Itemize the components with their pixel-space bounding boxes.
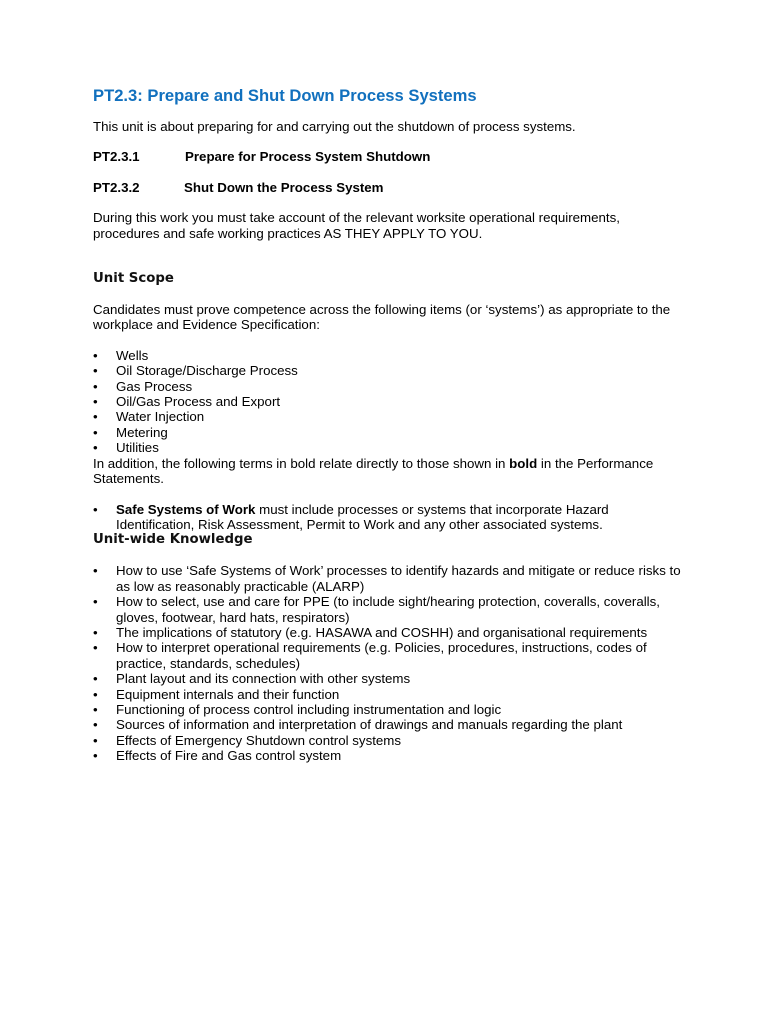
list-item: • Effects of Emergency Shutdown control systems xyxy=(93,732,402,748)
page-title: PT2.3: Prepare and Shut Down Process Systems xyxy=(93,86,477,105)
list-item: • Utilities xyxy=(93,440,159,456)
bullet-icon: • xyxy=(93,440,98,456)
sub-unit-label: Prepare for Process System Shutdown xyxy=(185,149,431,165)
list-item: • Plant layout and its connection with other systems xyxy=(93,671,411,687)
bullet-icon: • xyxy=(93,394,98,410)
sub-unit-code: PT2.3.1 xyxy=(93,149,140,165)
bullet-icon: • xyxy=(93,640,98,656)
list-item: • Functioning of process control including instrumentation and logic xyxy=(93,701,502,717)
list-item: • Gas Process xyxy=(93,378,193,394)
document-page xyxy=(93,86,683,764)
bullet-icon: • xyxy=(93,686,98,702)
bullet-icon: • xyxy=(93,732,98,748)
systems-list xyxy=(93,348,683,456)
bullet-icon: • xyxy=(93,594,98,610)
unit-scope-text: Candidates must prove competence across the following items (or ‘systems’) as appropriate to the workplace and Evidence Specification: xyxy=(93,302,671,333)
bullet-icon: • xyxy=(93,378,98,394)
knowledge-list xyxy=(93,563,683,763)
list-item: • Equipment internals and their function xyxy=(93,686,340,702)
bullet-icon: • xyxy=(93,363,98,379)
safe-systems-list xyxy=(93,502,683,533)
list-item: • The implications of statutory (e.g. HASAWA and COSHH) and organisational requirements xyxy=(93,624,648,640)
bullet-icon: • xyxy=(93,501,98,517)
list-item: • Oil Storage/Discharge Process xyxy=(93,363,298,379)
bullet-icon: • xyxy=(93,748,98,764)
bullet-icon: • xyxy=(93,347,98,363)
bullet-icon: • xyxy=(93,701,98,717)
list-item: • Safe Systems of Work must include processes or systems that incorporate Hazard Identification, Risk Assessment, Permit to Work and any other associated systems. xyxy=(93,501,609,532)
safe-systems-term: Safe Systems of Work xyxy=(116,501,256,517)
unit-intro: This unit is about preparing for and carrying out the shutdown of process systems. xyxy=(93,119,576,134)
list-item: • Water Injection xyxy=(93,409,205,425)
sub-unit-label: Shut Down the Process System xyxy=(184,179,384,195)
bold-terms-note: In addition, the following terms in bold relate directly to those shown in bold in the Performance Statements. xyxy=(93,455,654,487)
bullet-icon: • xyxy=(93,624,98,640)
bullet-icon: • xyxy=(93,717,98,733)
list-item: • How to use ‘Safe Systems of Work’ processes to identify hazards and mitigate or reduce risks to as low as reasonably practicable (ALARP) xyxy=(93,563,681,594)
sub-unit-1 xyxy=(93,149,683,164)
sub-unit-2 xyxy=(93,180,683,195)
unit-wide-knowledge-heading: Unit-wide Knowledge xyxy=(93,532,253,548)
list-item: • Sources of information and interpretation of drawings and manuals regarding the plant xyxy=(93,717,623,733)
list-item: • Metering xyxy=(93,424,168,440)
list-item: • Wells xyxy=(93,347,149,363)
bullet-icon: • xyxy=(93,671,98,687)
unit-scope-heading: Unit Scope xyxy=(93,271,174,287)
bullet-icon: • xyxy=(93,563,98,579)
bold-word: bold xyxy=(509,455,538,471)
bullet-icon: • xyxy=(93,409,98,425)
list-item: • Effects of Fire and Gas control system xyxy=(93,748,342,764)
list-item: • Oil/Gas Process and Export xyxy=(93,394,281,410)
worksite-requirements-text: During this work you must take account of the relevant worksite operational requirements, procedures and safe working practices AS THEY APPLY TO YOU. xyxy=(93,210,620,241)
list-item: • How to select, use and care for PPE (to include sight/hearing protection, coveralls, coveralls, gloves, footwear, hard hats, respirators) xyxy=(93,594,660,625)
bullet-icon: • xyxy=(93,424,98,440)
sub-unit-code: PT2.3.2 xyxy=(93,179,140,195)
list-item: • How to interpret operational requirements (e.g. Policies, procedures, instructions, codes of practice, standards, schedules) xyxy=(93,640,647,671)
